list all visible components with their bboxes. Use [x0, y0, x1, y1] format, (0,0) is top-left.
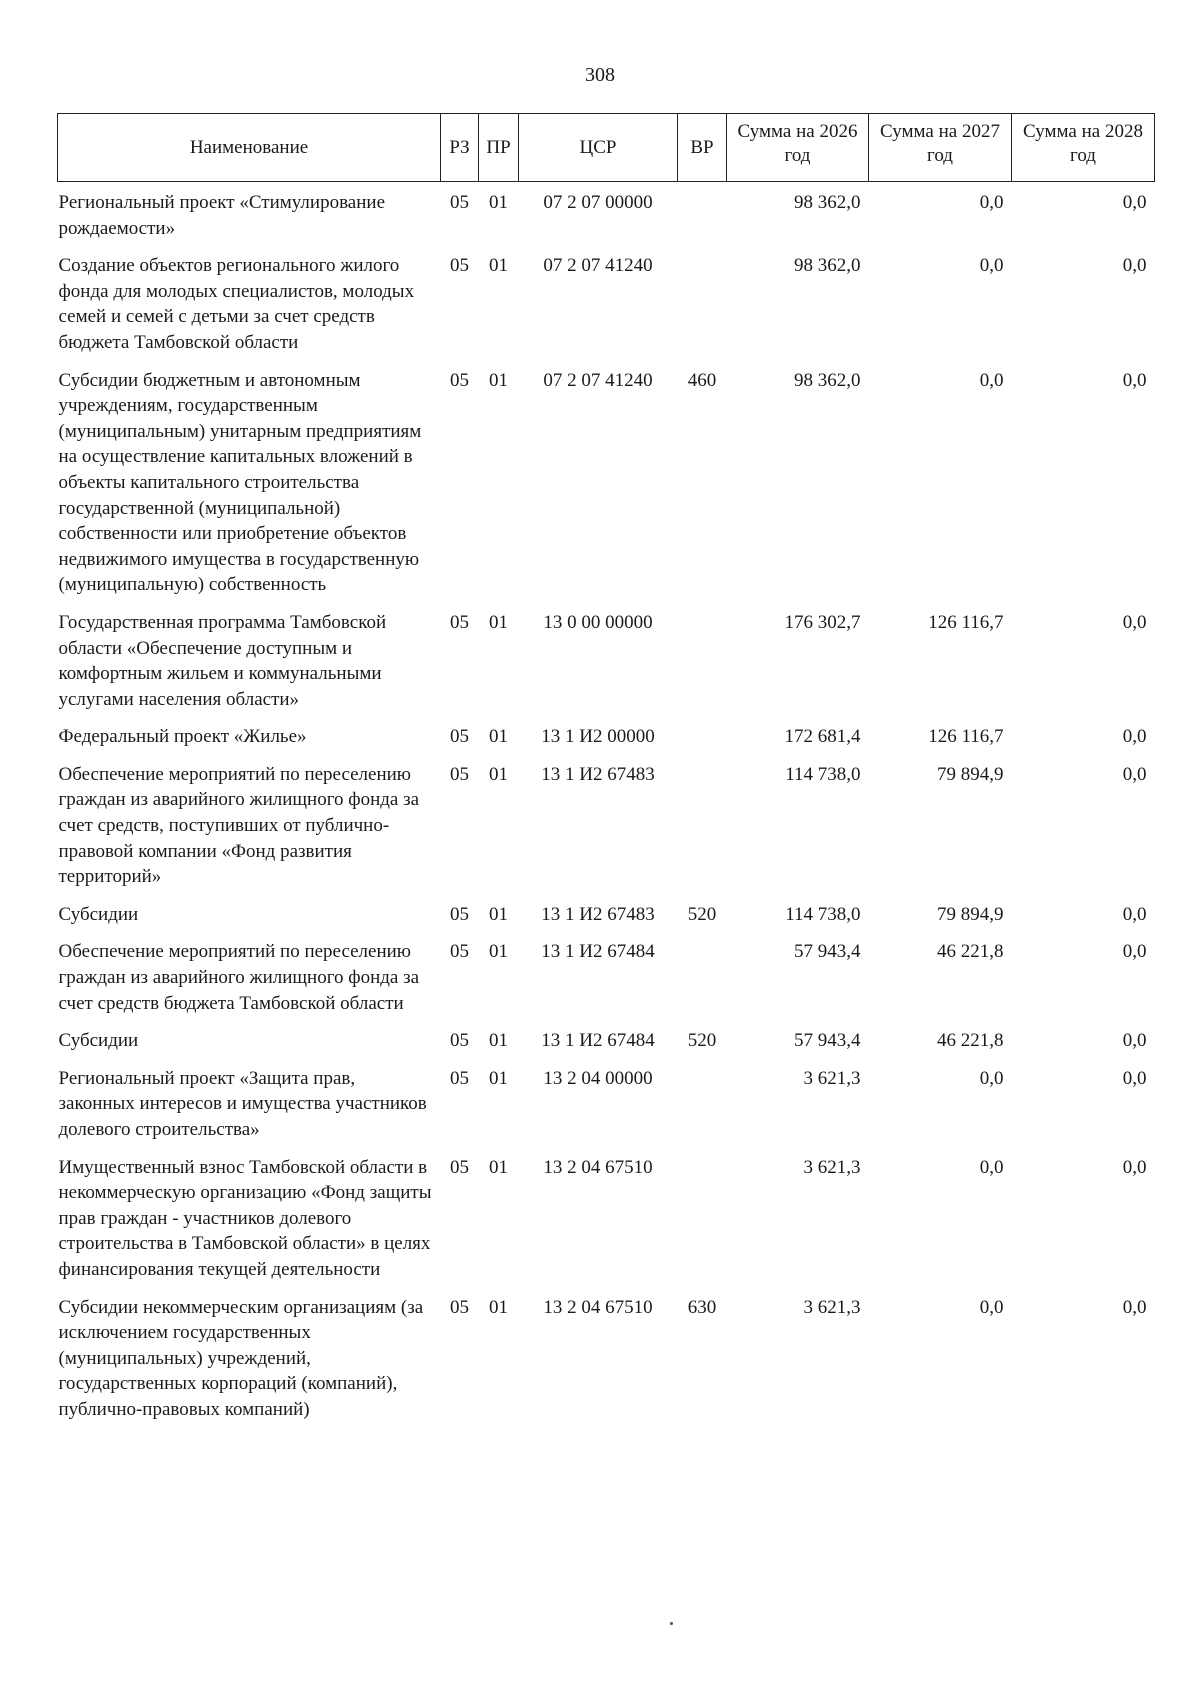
row-sum-2026: 3 621,3 [803, 1067, 861, 1089]
row-rz: 05 [450, 255, 469, 277]
row-vr: 520 [687, 1030, 717, 1052]
row-pr: 01 [489, 255, 508, 277]
row-csr: 13 1 И2 67484 [541, 1030, 655, 1052]
row-name: Субсидии [58, 903, 139, 925]
row-sum-2028: 0,0 [1122, 941, 1147, 963]
row-pr: 01 [489, 192, 508, 213]
row-sum-2026: 114 738,0 [785, 903, 861, 925]
row-name: Субсидии [58, 1030, 139, 1052]
row-vr [678, 182, 727, 246]
row-pr: 01 [489, 726, 508, 748]
row-sum-2028: 0,0 [1122, 1030, 1147, 1052]
row-csr: 13 1 И2 00000 [541, 726, 655, 748]
row-sum-2027: 0,0 [979, 192, 1004, 213]
row-sum-2028: 0,0 [1122, 1296, 1147, 1318]
page-number: 308 [585, 64, 615, 86]
header-row [58, 114, 1155, 182]
row-sum-2028: 0,0 [1122, 611, 1147, 633]
row-name: Субсидии некоммерческим организациям (за исключением государственных (муниципальных) учреждений, государственных корпораций (компаний), публично-правовых компаний) [58, 1296, 424, 1420]
row-sum-2028: 0,0 [1122, 192, 1147, 213]
row-pr: 01 [489, 763, 508, 785]
row-sum-2027: 79 894,9 [937, 763, 1004, 785]
budget-table [57, 113, 1155, 1427]
row-sum-2026: 3 621,3 [803, 1296, 861, 1318]
row-pr: 01 [489, 903, 508, 925]
table-row [58, 1058, 1155, 1147]
row-vr [678, 602, 727, 716]
row-sum-2026: 176 302,7 [784, 611, 861, 633]
row-rz: 05 [450, 1296, 469, 1318]
row-sum-2027: 0,0 [979, 1156, 1004, 1178]
header-vr: ВР [678, 114, 727, 182]
row-csr: 13 2 04 67510 [543, 1296, 653, 1318]
row-sum-2027: 0,0 [979, 369, 1004, 391]
row-csr: 13 0 00 00000 [543, 611, 653, 633]
row-sum-2027: 126 116,7 [928, 726, 1004, 748]
row-sum-2027: 0,0 [979, 1296, 1004, 1318]
row-name: Создание объектов регионального жилого фонда для молодых специалистов, молодых семей и семей с детьми за счет средств бюджета Тамбовской области [58, 255, 415, 353]
row-vr [678, 1058, 727, 1147]
row-vr [678, 754, 727, 894]
table-row [58, 1287, 1155, 1427]
row-csr: 13 1 И2 67483 [541, 763, 655, 785]
table-row [58, 716, 1155, 754]
row-rz: 05 [450, 726, 469, 748]
table-row [58, 360, 1155, 602]
row-sum-2027: 0,0 [979, 255, 1004, 277]
header-csr: ЦСР [519, 114, 678, 182]
header-pr: ПР [479, 114, 519, 182]
row-rz: 05 [450, 1156, 469, 1178]
row-vr [678, 716, 727, 754]
row-pr: 01 [489, 1030, 508, 1052]
row-sum-2027: 0,0 [979, 1067, 1004, 1089]
row-sum-2027: 46 221,8 [937, 1030, 1004, 1052]
row-rz: 05 [450, 941, 469, 963]
row-name: Федеральный проект «Жилье» [58, 726, 307, 748]
row-name: Государственная программа Тамбовской области «Обеспечение доступным и комфортным жильем и коммунальными услугами населения области» [58, 611, 387, 710]
header-sum-2027: Сумма на 2027 год [869, 114, 1012, 182]
row-pr: 01 [489, 941, 508, 963]
row-vr [678, 245, 727, 359]
row-rz: 05 [450, 192, 469, 213]
row-sum-2028: 0,0 [1122, 763, 1147, 785]
row-sum-2026: 3 621,3 [803, 1156, 861, 1178]
row-pr: 01 [489, 1156, 508, 1178]
row-sum-2026: 57 943,4 [794, 1030, 861, 1052]
row-name: Имущественный взнос Тамбовской области в некоммерческую организацию «Фонд защиты прав граждан - участников долевого строительства в Тамбовской области» в целях финансирования текущей деятельности [58, 1156, 432, 1280]
row-csr: 13 2 04 00000 [543, 1067, 653, 1089]
row-vr: 460 [687, 369, 717, 391]
row-sum-2027: 79 894,9 [937, 903, 1004, 925]
row-csr: 07 2 07 41240 [543, 255, 653, 277]
table-row [58, 182, 1155, 246]
row-name: Региональный проект «Стимулирование рождаемости» [58, 192, 385, 239]
row-sum-2026: 98 362,0 [794, 369, 861, 391]
row-sum-2026: 114 738,0 [785, 763, 861, 785]
row-rz: 05 [450, 1067, 469, 1089]
row-sum-2026: 57 943,4 [794, 941, 861, 963]
row-sum-2026: 98 362,0 [794, 255, 861, 277]
row-name: Региональный проект «Защита прав, законных интересов и имущества участников долевого строительства» [58, 1067, 427, 1140]
row-name: Обеспечение мероприятий по переселению граждан из аварийного жилищного фонда за счет средств бюджета Тамбовской области [58, 941, 420, 1014]
table-body [58, 182, 1155, 1427]
row-pr: 01 [489, 369, 508, 391]
row-sum-2028: 0,0 [1122, 369, 1147, 391]
table-row [58, 931, 1155, 1020]
row-sum-2026: 98 362,0 [794, 192, 861, 213]
row-vr [678, 931, 727, 1020]
table-header [58, 114, 1155, 182]
row-sum-2028: 0,0 [1122, 1067, 1147, 1089]
row-csr: 07 2 07 41240 [543, 369, 653, 391]
row-sum-2028: 0,0 [1122, 903, 1147, 925]
row-csr: 13 2 04 67510 [543, 1156, 653, 1178]
header-sum-2028: Сумма на 2028 год [1012, 114, 1155, 182]
row-rz: 05 [450, 763, 469, 785]
table-row [58, 245, 1155, 359]
row-name: Обеспечение мероприятий по переселению граждан из аварийного жилищного фонда за счет средств, поступивших от публично-правовой компании «Фонд развития территорий» [58, 763, 420, 888]
table-row [58, 602, 1155, 716]
row-name: Субсидии бюджетным и автономным учреждениям, государственным (муниципальным) унитарным предприятиям на осуществление капитальных вложений в объекты капитального строительства государственной (муниципальной) собственности или приобретение объектов недвижимого имущества в государственную (муниципальную) собственность [58, 369, 422, 596]
row-csr: 13 1 И2 67483 [541, 903, 655, 925]
header-rz: РЗ [441, 114, 479, 182]
row-csr: 13 1 И2 67484 [541, 941, 655, 963]
row-vr [678, 1147, 727, 1287]
row-rz: 05 [450, 611, 469, 633]
row-sum-2027: 126 116,7 [928, 611, 1004, 633]
table-row [58, 754, 1155, 894]
row-sum-2028: 0,0 [1122, 1156, 1147, 1178]
row-rz: 05 [450, 903, 469, 925]
scan-speck [670, 1622, 673, 1625]
table-row [58, 1147, 1155, 1287]
table-row [58, 894, 1155, 932]
row-pr: 01 [489, 1067, 508, 1089]
row-sum-2026: 172 681,4 [784, 726, 861, 748]
row-sum-2028: 0,0 [1122, 726, 1147, 748]
header-sum-2026: Сумма на 2026 год [727, 114, 869, 182]
row-sum-2027: 46 221,8 [937, 941, 1004, 963]
row-sum-2028: 0,0 [1122, 255, 1147, 277]
row-rz: 05 [450, 369, 469, 391]
header-name: Наименование [58, 114, 441, 182]
row-pr: 01 [489, 1296, 508, 1318]
row-csr: 07 2 07 00000 [543, 192, 653, 213]
table-row [58, 1020, 1155, 1058]
row-rz: 05 [450, 1030, 469, 1052]
row-vr: 520 [687, 903, 717, 925]
row-vr: 630 [687, 1296, 717, 1318]
row-pr: 01 [489, 611, 508, 633]
